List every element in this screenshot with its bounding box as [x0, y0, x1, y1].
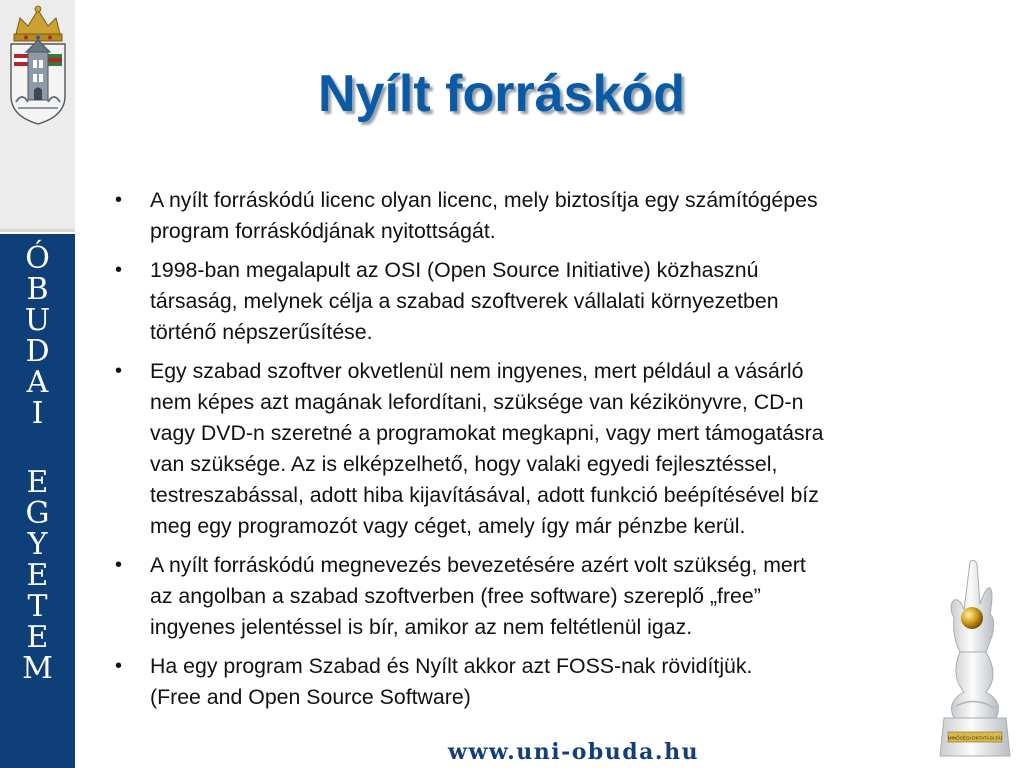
award-plaque-text: MINŐSÉGI OKTATÁSI DÍJ: [947, 735, 1003, 741]
bullet-line: Ha egy program Szabad és Nyílt akkor azt FOSS-nak rövidítjük.: [150, 654, 753, 678]
bullet-line: A nyílt forráskódú megnevezés bevezetésére azért volt szükség, mert: [150, 553, 806, 577]
bullet-item: [110, 651, 966, 713]
bullet-line: van szüksége. Az is elképzelhető, hogy valaki egyedi fejlesztéssel,: [150, 452, 778, 476]
bullet-line: program forráskódjának nyitottságát.: [150, 219, 496, 243]
bullet-dot: •: [115, 259, 123, 281]
bullet-line: történő népszerűsítése.: [150, 320, 373, 344]
sidebar-letter-gap: [0, 429, 75, 467]
bullet-line: testreszabással, adott hiba kijavításával, adott funkció beépítésével bíz: [150, 483, 819, 507]
sidebar-divider: [0, 229, 75, 232]
bullet-line: 1998-ban megalapult az OSI (Open Source Initiative) közhasznú: [150, 258, 759, 282]
footer-url: www.uni-obuda.hu: [448, 739, 700, 765]
sidebar-letter: E: [26, 620, 49, 655]
sidebar-letter: E: [26, 558, 49, 593]
bullet-item: [110, 255, 966, 348]
bullet-line: meg egy programozót vagy céget, amely így már pénzbe kerül.: [150, 514, 746, 538]
bullet-dot: •: [115, 554, 123, 576]
sidebar-letter: Ó: [25, 241, 50, 276]
sidebar-letter: G: [25, 496, 50, 531]
sidebar-letter: B: [26, 272, 49, 307]
bullet-dot: •: [115, 360, 123, 382]
bullet-line: Egy szabad szoftver okvetlenül nem ingyenes, mert például a vásárló: [150, 359, 804, 383]
bullet-list: [110, 185, 966, 721]
bullet-item: [110, 550, 966, 643]
sidebar-letter: D: [25, 334, 50, 369]
sidebar-letter: U: [24, 303, 51, 338]
sidebar-letter: M: [22, 651, 53, 686]
sidebar-letter: I: [31, 396, 44, 431]
university-crest-icon: [6, 4, 70, 128]
slide-title: Nyílt forráskód: [318, 65, 685, 123]
university-name-vertical: [0, 243, 75, 684]
sidebar-letter: Y: [27, 527, 48, 562]
bullet-line: vagy DVD-n szeretné a programokat megkapni, vagy mert támogatásra: [150, 421, 824, 445]
sidebar-letter: A: [26, 365, 49, 400]
bullet-line: az angolban a szabad szoftverben (free software) szereplő „free”: [150, 584, 761, 608]
bullet-line: A nyílt forráskódú licenc olyan licenc, mely biztosítja egy számítógépes: [150, 188, 818, 212]
bullet-dot: •: [115, 189, 123, 211]
award-statue-icon: [934, 556, 1016, 762]
bullet-line: (Free and Open Source Software): [150, 685, 471, 709]
bullet-line: társaság, melynek célja a szabad szoftverek vállalati környezetben: [150, 289, 779, 313]
bullet-line: ingyenes jelentéssel is bír, amikor az nem feltétlenül igaz.: [150, 615, 693, 639]
bullet-line: nem képes azt magának lefordítani, szüksége van kézikönyvre, CD-n: [150, 390, 804, 414]
bullet-dot: •: [115, 655, 123, 677]
bullet-item: [110, 356, 966, 542]
sidebar-letter: E: [26, 465, 49, 500]
bullet-item: [110, 185, 966, 247]
sidebar-letter: T: [27, 589, 48, 624]
